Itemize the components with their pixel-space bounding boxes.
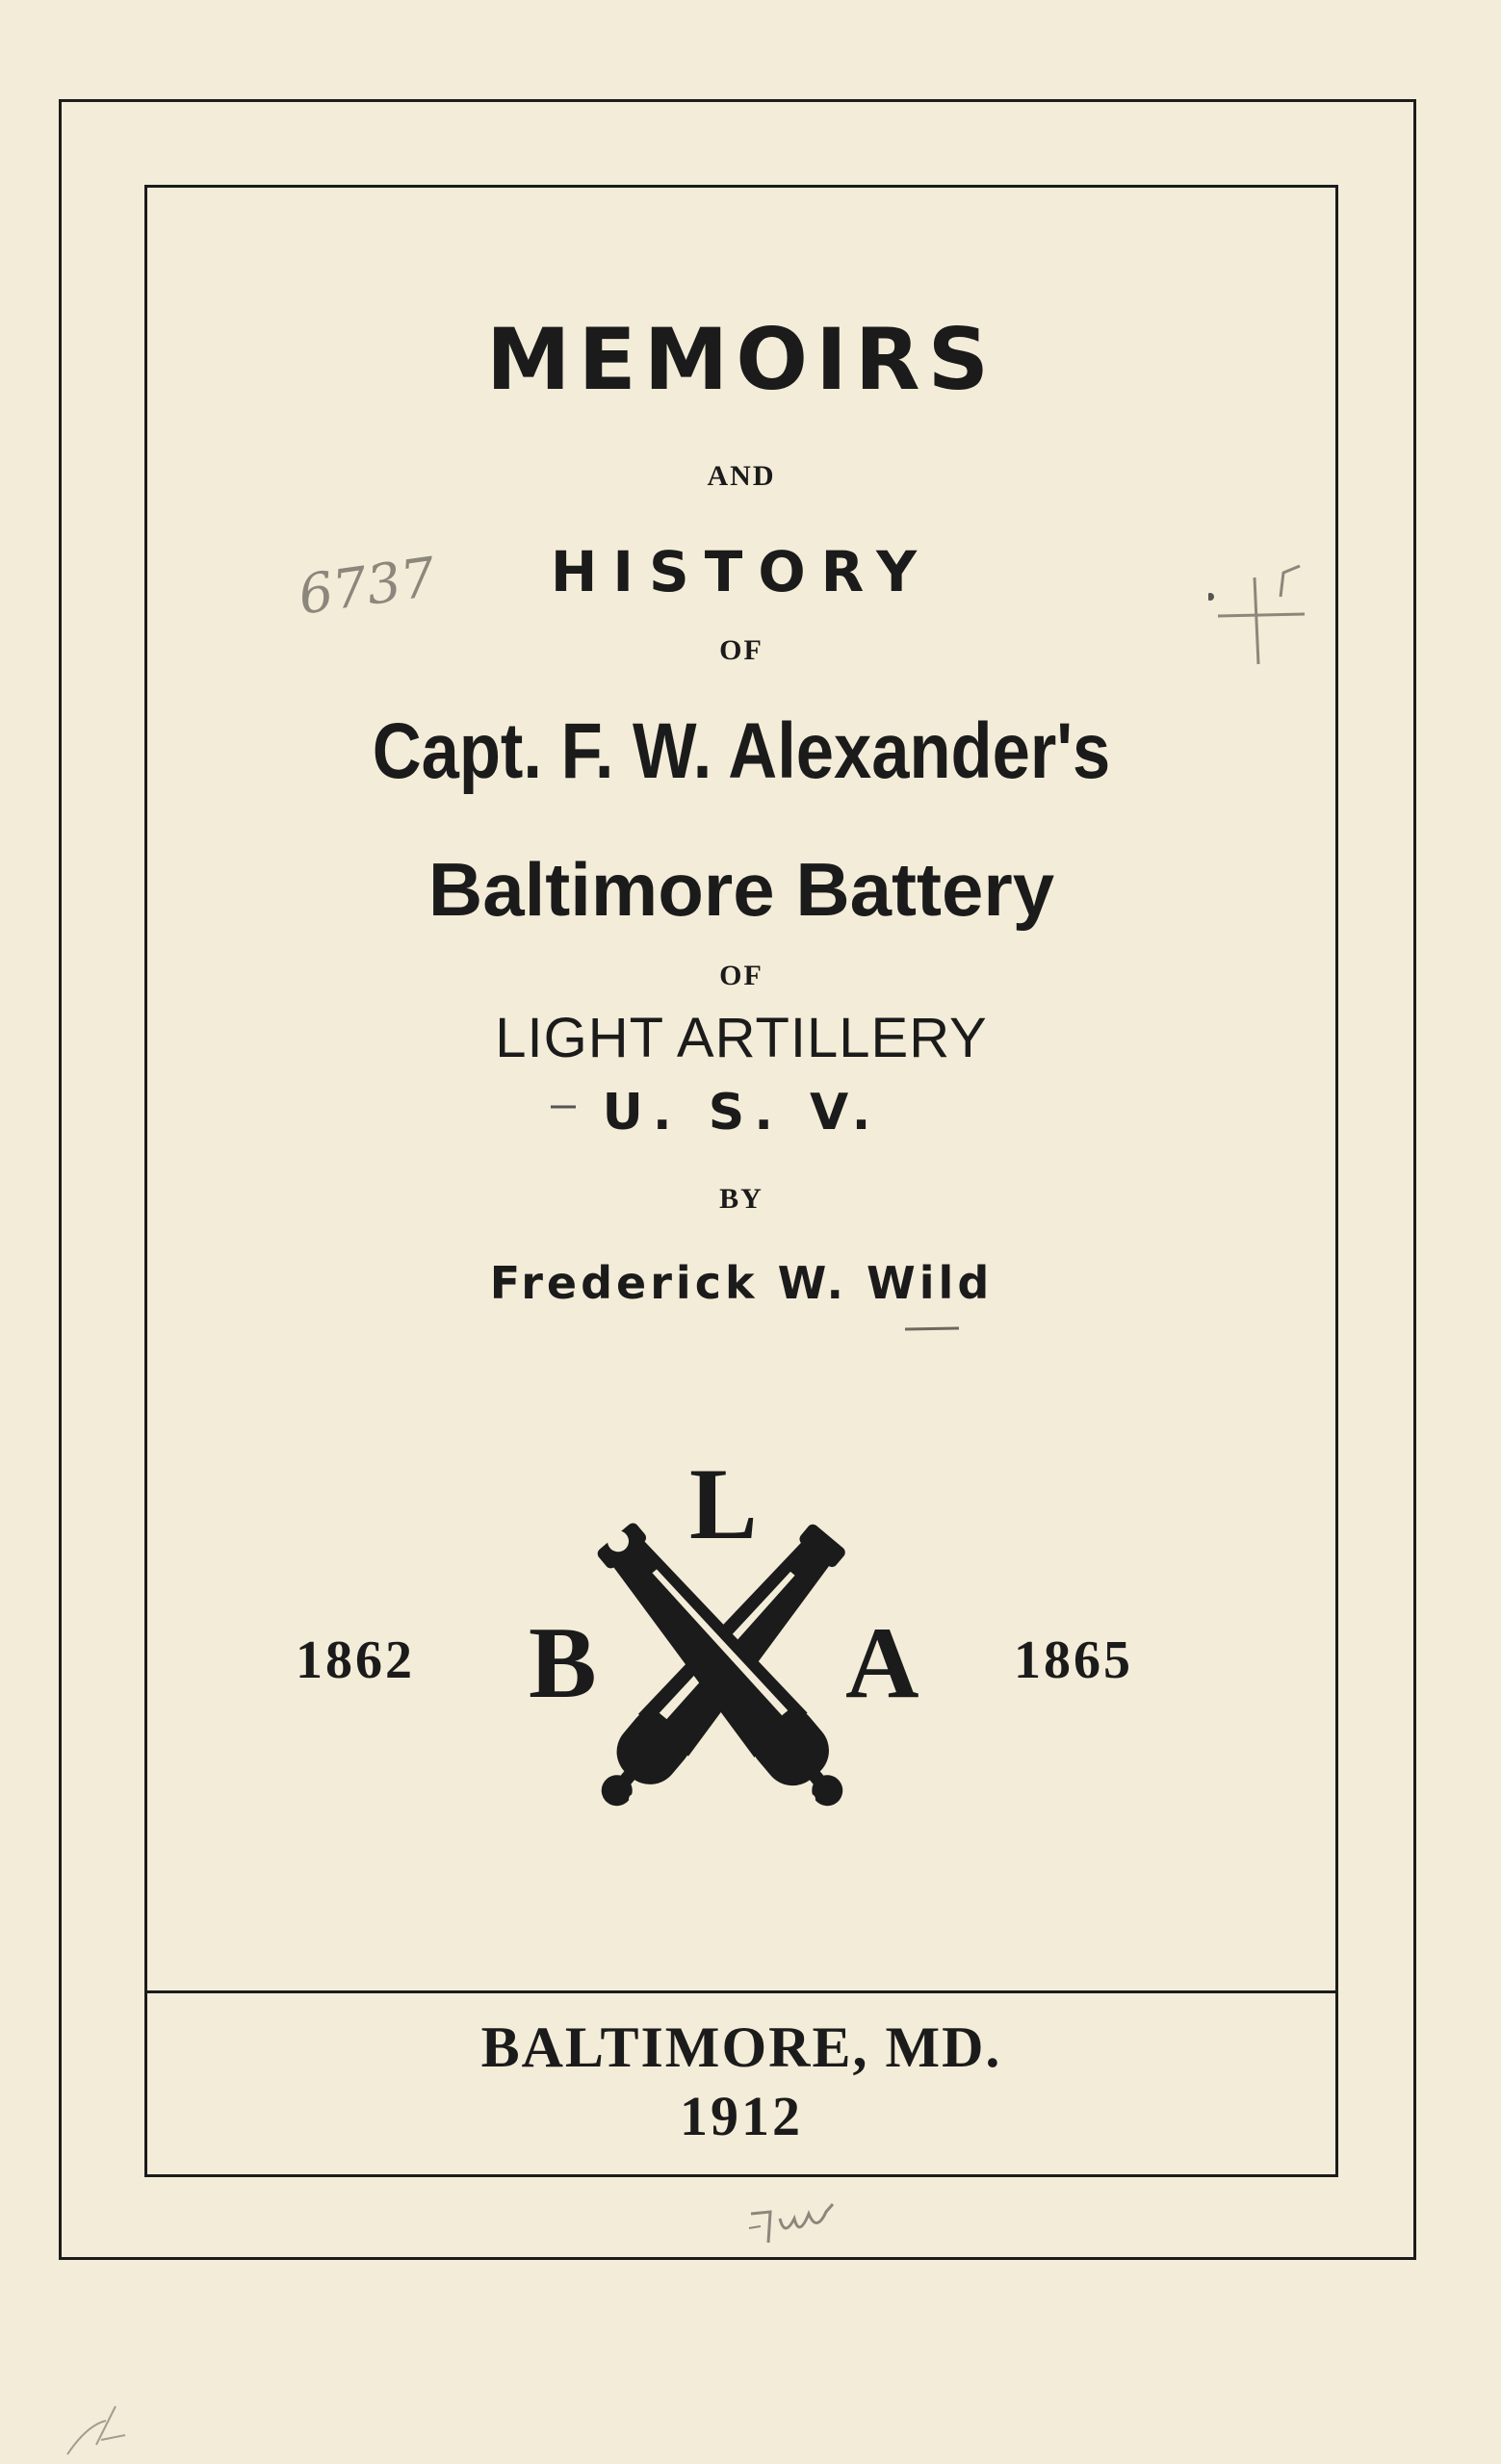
- imprint-place: BALTIMORE, MD.: [480, 2015, 1002, 2079]
- crossed-cannons-icon: [558, 1497, 886, 1834]
- end-year: 1865: [1014, 1630, 1133, 1690]
- pencil-dash-mark: [549, 1102, 578, 1112]
- title-conjunction: AND: [707, 460, 776, 492]
- author-name: Frederick W. Wild: [489, 1257, 994, 1309]
- imprint-divider: [144, 1990, 1338, 1993]
- title-preposition: OF: [719, 634, 763, 666]
- pencil-underline-mark: [903, 1323, 961, 1333]
- imprint-year: 1912: [680, 2085, 803, 2147]
- emblem-letter-top: L: [689, 1448, 758, 1560]
- pencil-call-number: 6737: [295, 546, 440, 628]
- book-title: MEMOIRS: [486, 310, 996, 409]
- title-preposition-2: OF: [719, 960, 763, 991]
- pencil-corner-mark: [58, 2387, 135, 2464]
- unit-commander: Capt. F. W. Alexander's: [372, 707, 1111, 795]
- unit-branch: LIGHT ARTILLERY: [495, 1007, 988, 1069]
- book-subtitle: HISTORY: [550, 539, 933, 604]
- emblem-letter-left: B: [529, 1606, 597, 1719]
- start-year: 1862: [296, 1630, 415, 1690]
- emblem-letter-right: A: [845, 1606, 919, 1719]
- pencil-scribble-mark: [741, 2194, 876, 2252]
- unit-service: U. S. V.: [602, 1084, 881, 1142]
- pencil-cross-mark: [1208, 558, 1314, 664]
- unit-name: Baltimore Battery: [427, 847, 1055, 932]
- byline-label: BY: [719, 1183, 763, 1215]
